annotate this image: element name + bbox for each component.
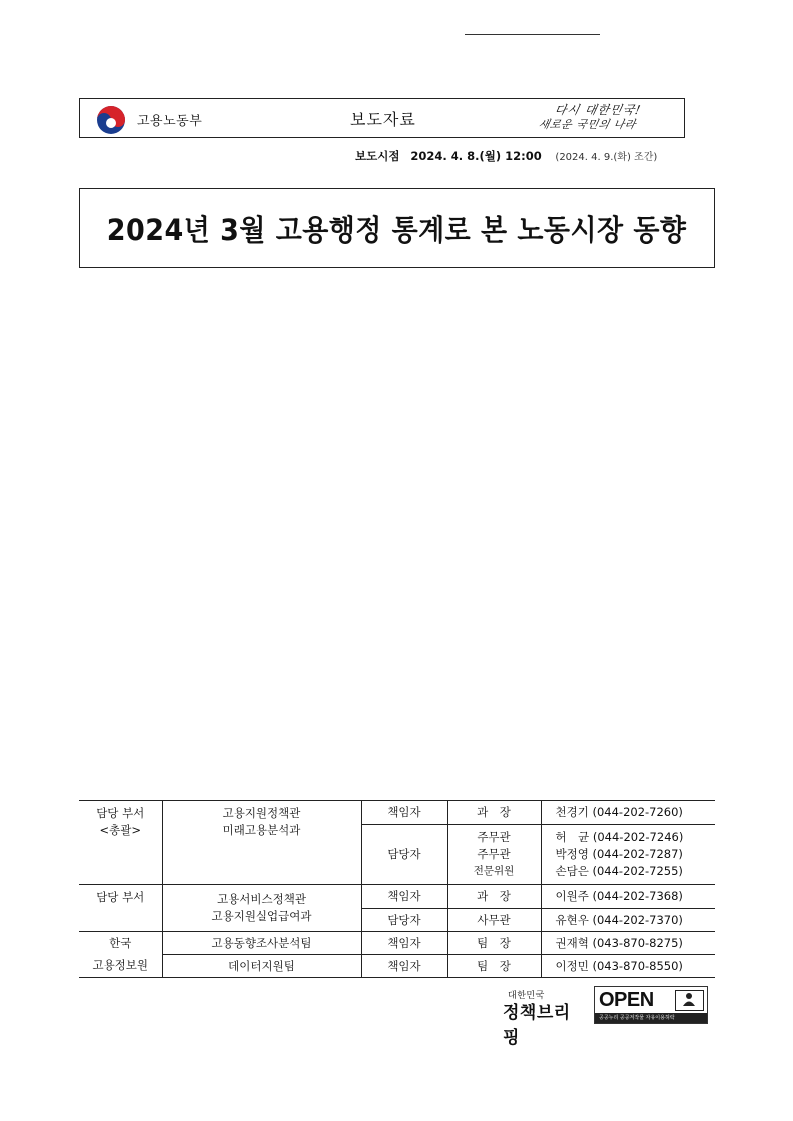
resp-label: 책임자 <box>361 801 447 825</box>
attribution-person-icon <box>675 990 704 1011</box>
contact-table <box>79 800 715 978</box>
release-time <box>355 148 657 164</box>
team-name: 데이터지원팀 <box>162 955 361 978</box>
korea-policy-briefing-logo <box>503 988 587 1048</box>
team-name: 고용동향조사분석팀 <box>162 932 361 955</box>
resp-name: 이원주 (044-202-7368) <box>541 885 715 909</box>
staff-titles <box>447 825 541 885</box>
release-type-label: 보도자료 <box>350 110 416 129</box>
release-label: 보도시점 <box>355 149 400 163</box>
staff-label: 담당자 <box>361 909 447 932</box>
slogan-underline <box>465 34 600 35</box>
resp-title: 팀 장 <box>447 932 541 955</box>
dept-cell-2 <box>79 885 162 932</box>
resp-title: 팀 장 <box>447 955 541 978</box>
office-cell-2 <box>162 885 361 932</box>
press-header <box>79 98 685 138</box>
staff-title: 사무관 <box>447 909 541 932</box>
staff-title: 주무관 <box>477 830 511 844</box>
org-cell-bottom: 고용정보원 <box>79 955 162 978</box>
dept-label: 담당 부서 <box>96 806 145 820</box>
office-cell-1 <box>162 801 361 885</box>
staff-name: 허 균 (044-202-7246) <box>555 830 684 844</box>
resp-label: 책임자 <box>361 932 447 955</box>
page-title: 2024년 3월 고용행정 통계로 본 노동시장 동향 <box>107 212 687 247</box>
slogan-line-1: 다시 대한민국! <box>553 103 643 117</box>
korea-logo-small-text: 대한민국 <box>508 991 545 1001</box>
office-division: 고용지원실업급여과 <box>211 909 312 923</box>
korea-logo-big-text: 정책브리핑 <box>503 1003 571 1048</box>
staff-name: 손담은 (044-202-7255) <box>555 864 683 878</box>
resp-label: 책임자 <box>361 955 447 978</box>
open-logo-bar: 공공누리 공공저작물 자유이용허락 <box>595 1013 707 1023</box>
dept-label: 담당 부서 <box>96 890 145 904</box>
resp-label: 책임자 <box>361 885 447 909</box>
resp-name: 권재혁 (043-870-8275) <box>541 932 715 955</box>
staff-label: 담당자 <box>361 825 447 885</box>
staff-names <box>541 825 715 885</box>
release-datetime: 2024. 4. 8.(월) 12:00 <box>410 149 542 163</box>
staff-title: 주무관 <box>477 847 511 861</box>
resp-title: 과 장 <box>447 801 541 825</box>
embargo-note: (2024. 4. 9.(화) 조간) <box>555 152 658 163</box>
open-logo-text: OPEN <box>599 989 654 1011</box>
slogan-line-2: 새로운 국민의 나라 <box>537 118 638 131</box>
office-name: 고용서비스정책관 <box>217 892 306 906</box>
resp-name: 이정민 (043-870-8550) <box>541 955 715 978</box>
dept-sub: <총괄> <box>99 823 141 837</box>
office-name: 고용지원정책관 <box>222 806 301 820</box>
staff-name: 유현우 (044-202-7370) <box>541 909 715 932</box>
slogan-handwriting <box>539 101 689 135</box>
resp-name: 천경기 (044-202-7260) <box>541 801 715 825</box>
org-cell-top: 한국 <box>79 932 162 955</box>
office-division: 미래고용분석과 <box>222 823 301 837</box>
kogl-open-license-logo <box>594 986 708 1024</box>
government-taegeuk-logo-icon <box>96 105 126 135</box>
staff-title: 전문위원 <box>473 865 515 877</box>
staff-name: 박정영 (044-202-7287) <box>555 847 683 861</box>
dept-cell-1 <box>79 801 162 885</box>
title-box <box>79 188 715 268</box>
ministry-name: 고용노동부 <box>137 114 203 129</box>
resp-title: 과 장 <box>447 885 541 909</box>
